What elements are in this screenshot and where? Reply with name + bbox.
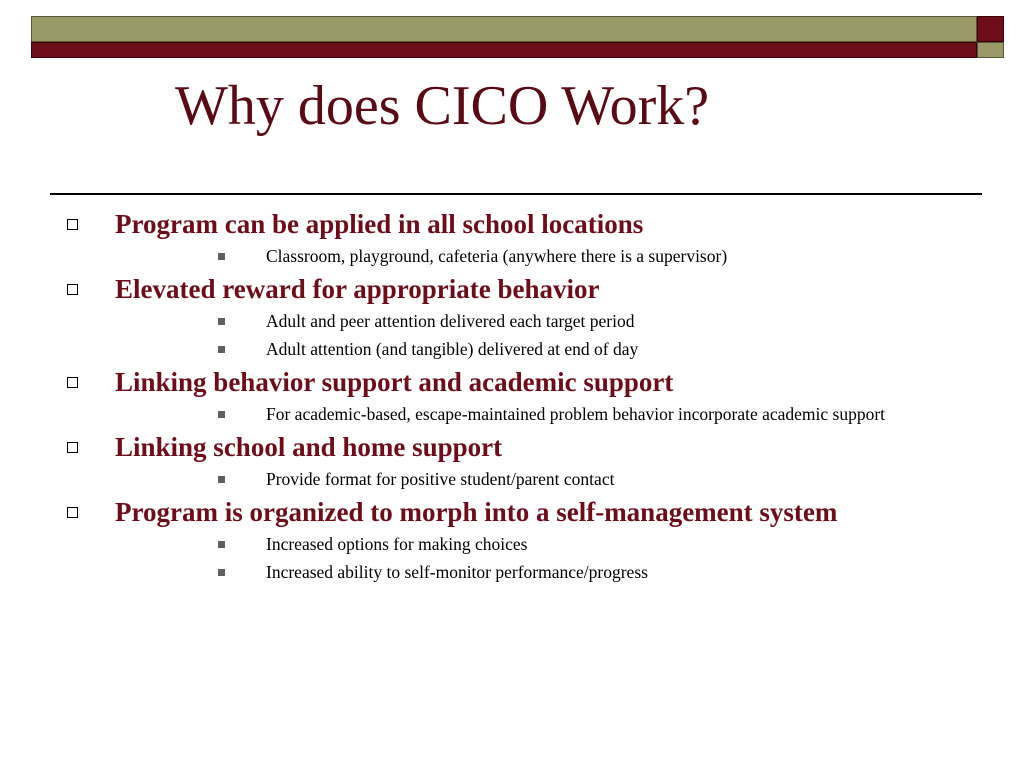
slide-title: Why does CICO Work? (175, 75, 710, 137)
filled-square-bullet-icon (218, 318, 225, 325)
bullet-text: Elevated reward for appropriate behavior (115, 274, 600, 304)
hollow-square-bullet-icon (67, 219, 78, 230)
filled-square-bullet-icon (218, 569, 225, 576)
sub-bullet-item (266, 532, 946, 557)
header-square-olive (977, 42, 1004, 58)
title-divider (50, 193, 982, 195)
sub-bullet-text: Adult attention (and tangible) delivered at end of day (266, 339, 639, 359)
bullet-item (115, 208, 955, 241)
hollow-square-bullet-icon (67, 442, 78, 453)
header-band-olive (31, 16, 977, 42)
sub-bullet-text: Increased options for making choices (266, 534, 528, 554)
filled-square-bullet-icon (218, 346, 225, 353)
bullet-item (115, 431, 955, 464)
filled-square-bullet-icon (218, 541, 225, 548)
bullet-text: Linking behavior support and academic support (115, 367, 674, 397)
filled-square-bullet-icon (218, 476, 225, 483)
bullet-item (115, 496, 955, 529)
sub-bullet-text: Classroom, playground, cafeteria (anywhere there is a supervisor) (266, 246, 728, 266)
hollow-square-bullet-icon (67, 284, 78, 295)
sub-bullet-item (266, 402, 946, 427)
filled-square-bullet-icon (218, 253, 225, 260)
bullet-list (0, 204, 1024, 585)
bullet-text: Program is organized to morph into a self-management system (115, 497, 838, 527)
sub-bullet-text: Increased ability to self-monitor performance/progress (266, 562, 648, 582)
sub-bullet-text: For academic-based, escape-maintained problem behavior incorporate academic support (266, 404, 886, 424)
header-square-maroon (977, 16, 1004, 42)
bullet-item (115, 273, 955, 306)
sub-bullet-text: Provide format for positive student/parent contact (266, 469, 615, 489)
sub-bullet-item (266, 309, 946, 334)
sub-bullet-item (266, 467, 946, 492)
header-band-maroon (31, 42, 977, 58)
bullet-text: Linking school and home support (115, 432, 503, 462)
hollow-square-bullet-icon (67, 377, 78, 388)
bullet-item (115, 366, 955, 399)
sub-bullet-text: Adult and peer attention delivered each target period (266, 311, 635, 331)
sub-bullet-item (266, 337, 946, 362)
filled-square-bullet-icon (218, 411, 225, 418)
hollow-square-bullet-icon (67, 507, 78, 518)
sub-bullet-item (266, 560, 946, 585)
bullet-text: Program can be applied in all school locations (115, 209, 644, 239)
sub-bullet-item (266, 244, 946, 269)
